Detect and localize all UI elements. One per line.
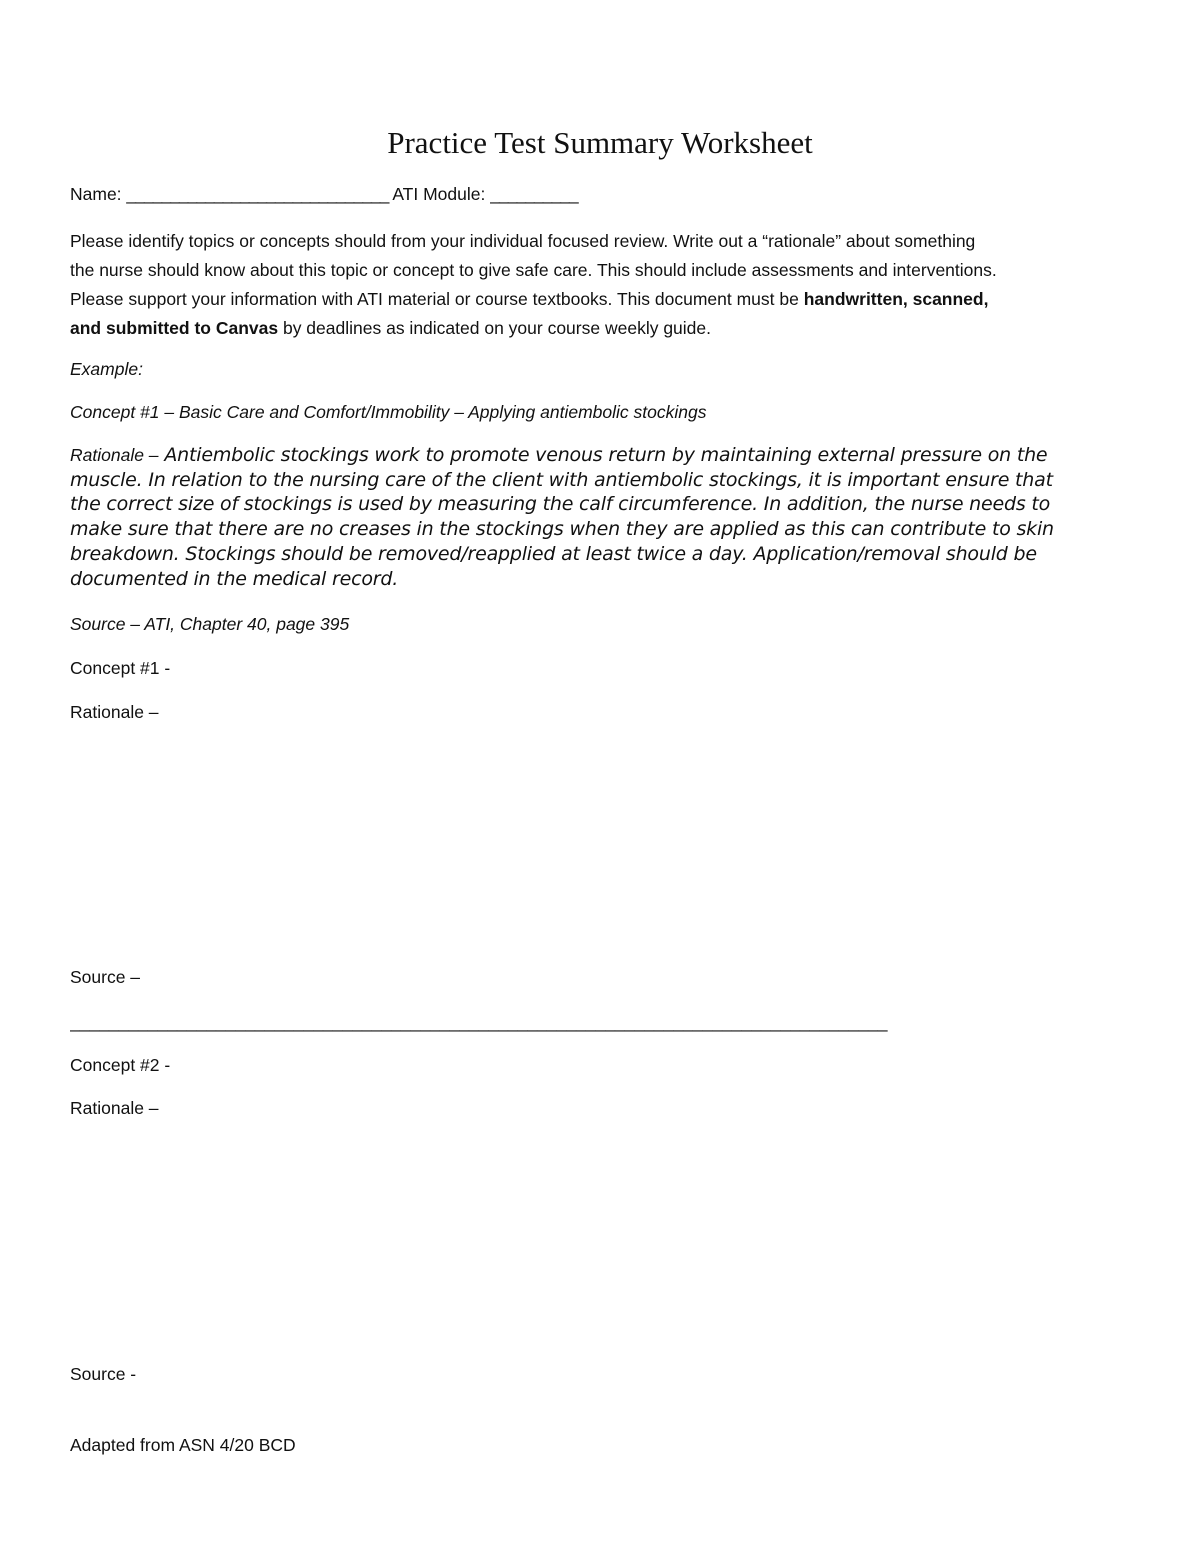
instructions-line <box>70 285 1130 314</box>
concept1-label: Concept #1 - <box>70 658 171 678</box>
instructions-paragraph <box>70 227 1130 343</box>
instructions-emphasis: handwritten, scanned, <box>803 289 989 309</box>
instructions-emphasis: and submitted to Canvas <box>70 318 279 338</box>
name-label: Name: <box>70 184 122 204</box>
example-rationale <box>70 443 1140 591</box>
rationale-line: the correct size of stockings is used by measuring the calf circumference. In addition, the nurse needs to <box>70 493 1051 516</box>
concept1-rationale-label: Rationale – <box>70 702 159 722</box>
ati-module-blank: __________ <box>490 184 578 204</box>
example-concept: Concept #1 – Basic Care and Comfort/Immobility – Applying antiembolic stockings <box>70 402 707 422</box>
instructions-text: by deadlines as indicated on your course weekly guide. <box>278 318 711 338</box>
ati-module-label: ATI Module: <box>392 184 486 204</box>
name-blank: ______________________________ <box>126 184 389 204</box>
concept1-source-label: Source – <box>70 967 141 987</box>
concept2-rationale-label: Rationale – <box>70 1098 159 1118</box>
header-fields <box>70 184 578 205</box>
rationale-lead: Rationale – <box>70 445 159 465</box>
section-divider: ____________________________________________________________________________________ <box>70 1012 888 1032</box>
rationale-line: make sure that there are no creases in the stockings when they are applied as this can contribute to skin <box>70 518 1054 541</box>
rationale-line <box>70 443 1140 468</box>
rationale-line: breakdown. Stockings should be removed/reapplied at least twice a day. Application/removal should be <box>70 542 1037 565</box>
page-title: Practice Test Summary Worksheet <box>387 125 813 160</box>
instructions-line <box>70 314 1130 343</box>
rationale-text: Antiembolic stockings work to promote venous return by maintaining external pressure on the <box>158 444 1048 466</box>
rationale-line: muscle. In relation to the nursing care of the client with antiembolic stockings, it is important ensure that <box>70 468 1053 491</box>
instructions-text: Please support your information with ATI material or course textbooks. This document must be <box>70 289 804 309</box>
instructions-line: the nurse should know about this topic or concept to give safe care. This should include assessments and interventions. <box>70 260 997 280</box>
rationale-line: documented in the medical record. <box>70 567 399 590</box>
instructions-line: Please identify topics or concepts should from your individual focused review. Write out a “rationale” about something <box>70 231 976 251</box>
example-source: Source – ATI, Chapter 40, page 395 <box>70 614 350 634</box>
concept2-label: Concept #2 - <box>70 1055 171 1075</box>
example-label: Example: <box>70 359 143 379</box>
concept2-source-label: Source - <box>70 1364 137 1384</box>
footer-note: Adapted from ASN 4/20 BCD <box>70 1435 296 1455</box>
